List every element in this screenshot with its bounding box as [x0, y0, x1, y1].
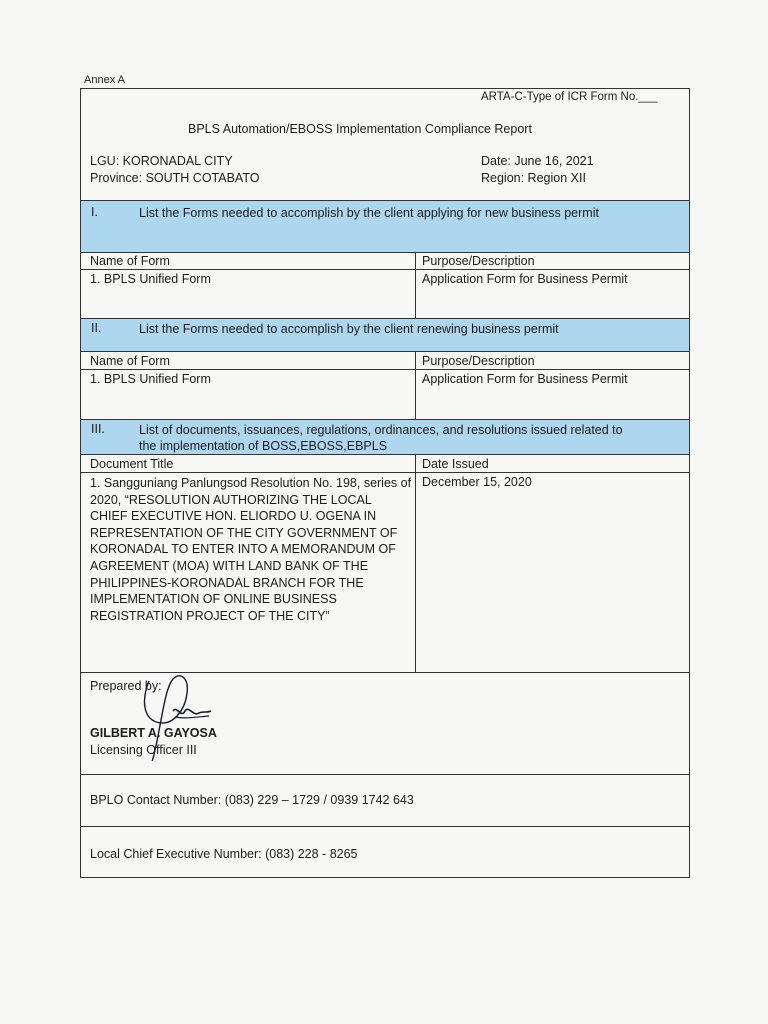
- section-3-document-title: 1. Sangguniang Panlungsod Resolution No. 198, series of 2020, “RESOLUTION AUTHORIZING THE LOCAL CHIEF EXECUTIVE HON. ELIORDO U. OGENA IN REPRESENTATION OF THE CITY GOVERNMENT OF KORONADAL TO ENTER INTO A MEMORANDUM OF AGREEMENT (MOA) WITH LAND BANK OF THE PHILIPPINES-KORONADAL BRANCH FOR THE IMPLEMENTATION OF ONLINE BUSINESS REGISTRATION PROJECT OF THE CITY”: [90, 476, 412, 623]
- report-title: BPLS Automation/EBOSS Implementation Compliance Report: [188, 122, 532, 136]
- region-line: Region: Region XII: [481, 171, 586, 185]
- report-frame: [80, 88, 690, 878]
- section-2-col-name: Name of Form: [90, 354, 170, 368]
- preparer-name: GILBERT A. GAYOSA: [90, 726, 217, 740]
- section-2-form-desc: Application Form for Business Permit: [422, 372, 628, 386]
- section-2-title: List the Forms needed to accomplish by the client renewing business permit: [139, 322, 559, 336]
- bplo-contact-block: [81, 775, 689, 827]
- date-line: Date: June 16, 2021: [481, 154, 594, 168]
- section-1-title: List the Forms needed to accomplish by the client applying for new business permit: [139, 206, 599, 220]
- section-1-form-desc: Application Form for Business Permit: [422, 272, 628, 286]
- section-2-number: II.: [91, 321, 102, 335]
- section-3-date-issued: December 15, 2020: [422, 475, 532, 489]
- prepared-by-label: Prepared by:: [90, 679, 162, 693]
- section-2-header: [81, 319, 689, 352]
- section-1-header: [81, 201, 689, 253]
- report-header: [81, 89, 689, 201]
- section-3-col-title: Document Title: [90, 457, 174, 471]
- section-1-form-name: 1. BPLS Unified Form: [90, 272, 211, 286]
- annex-label: Annex A: [84, 74, 125, 86]
- section-2-form-name: 1. BPLS Unified Form: [90, 372, 211, 386]
- province-line: Province: SOUTH COTABATO: [90, 171, 260, 185]
- section-3-title: List of documents, issuances, regulations, ordinances, and resolutions issued related to the implementation of BOSS,EBOSS,EBPLS: [139, 423, 623, 453]
- section-2-col-purpose: Purpose/Description: [422, 354, 535, 368]
- lgu-line: LGU: KORONADAL CITY: [90, 154, 233, 168]
- section-3-col-date: Date Issued: [422, 457, 489, 471]
- signature-icon: [111, 641, 231, 761]
- section-1-number: I.: [91, 205, 98, 219]
- section-3-number: III.: [91, 422, 105, 436]
- lce-number-block: [81, 827, 689, 877]
- section-2-table: [81, 352, 689, 420]
- section-1-col-purpose: Purpose/Description: [422, 254, 535, 268]
- section-3-header: [81, 420, 689, 455]
- section-1-col-name: Name of Form: [90, 254, 170, 268]
- lce-number: Local Chief Executive Number: (083) 228 - 8265: [90, 847, 358, 861]
- section-1-table: [81, 253, 689, 319]
- form-number: ARTA-C-Type of ICR Form No.___: [481, 91, 658, 103]
- bplo-contact-number: BPLO Contact Number: (083) 229 – 1729 / 0939 1742 643: [90, 793, 414, 807]
- preparer-title: Licensing Officer III: [90, 743, 197, 757]
